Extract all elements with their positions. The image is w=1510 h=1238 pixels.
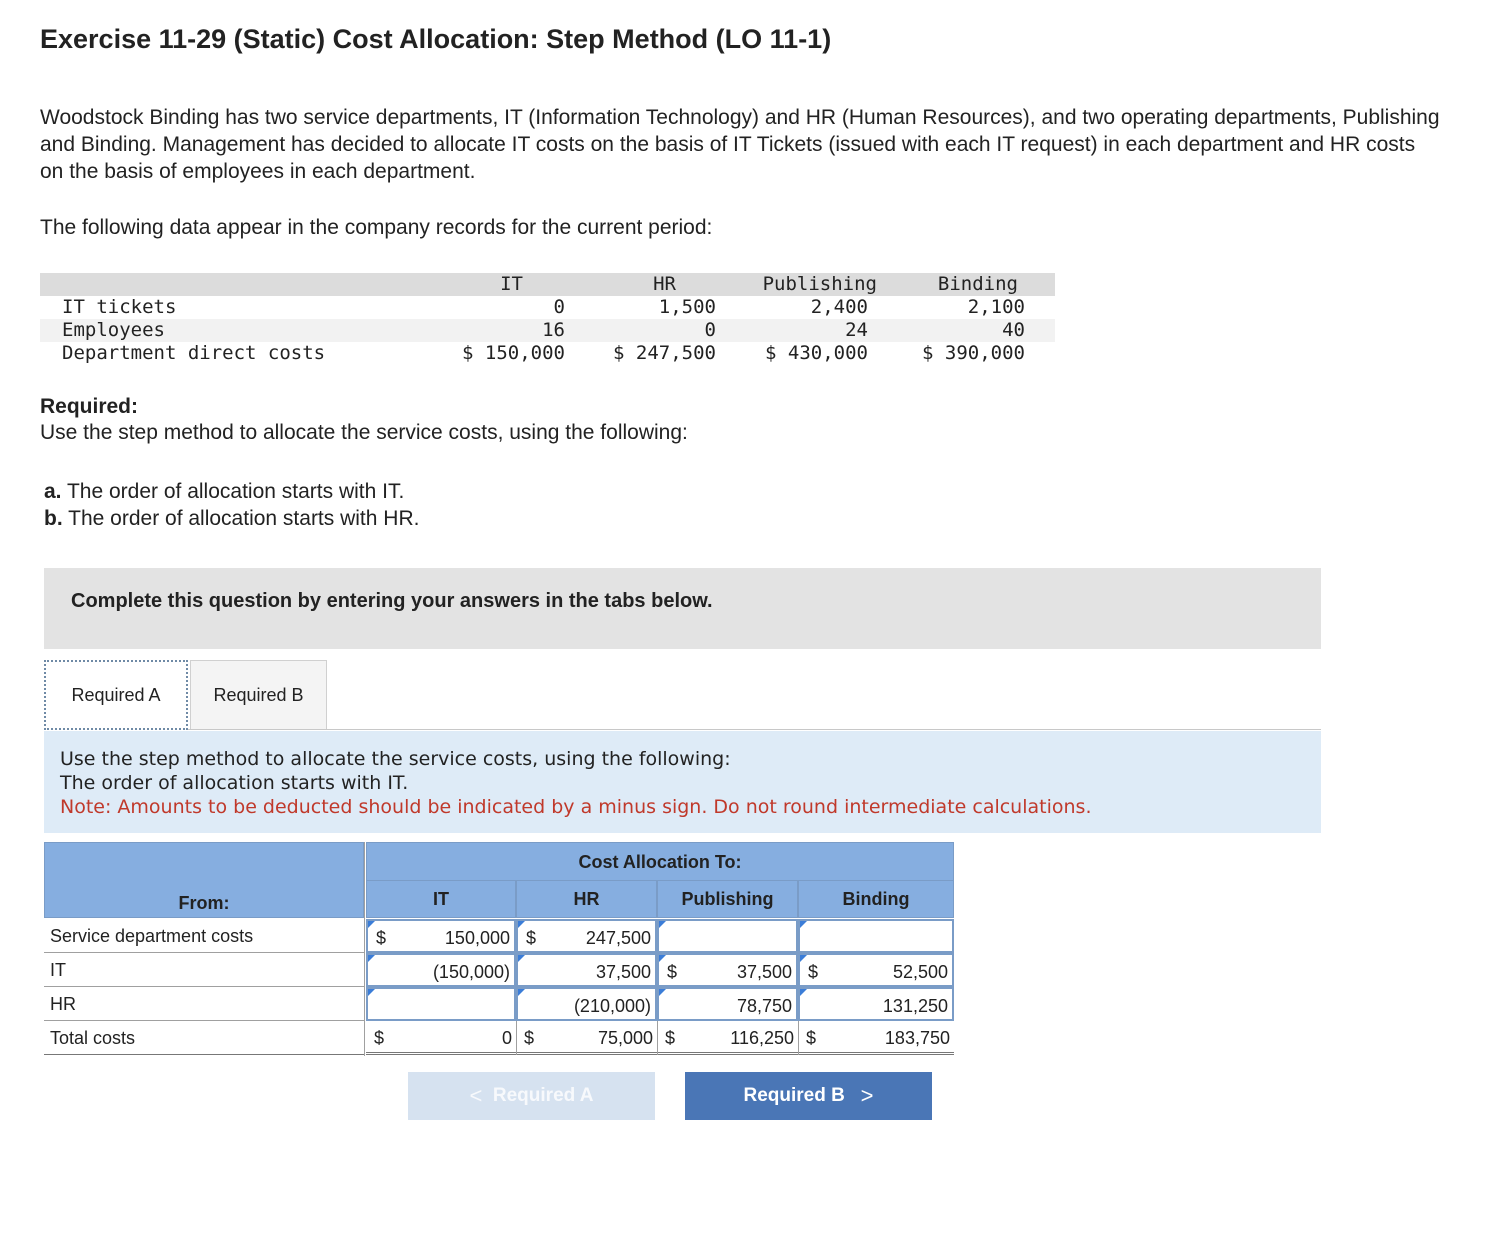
tab-required-a[interactable]: Required A [44,660,188,730]
cell-value: (210,000) [573,996,651,1016]
dollar-sign: $ [808,962,819,982]
row-label-it: IT [44,953,364,987]
dollar-sign: $ [526,928,537,948]
table-row [40,296,1055,319]
page-title: Exercise 11-29 (Static) Cost Allocation: Step Method (LO 11-1) [40,24,832,54]
value-hr: 1,500 [658,296,716,318]
required-heading: Required: [40,395,139,418]
cell-value: 116,250 [730,1028,794,1048]
next-button-label: Required B [743,1085,845,1106]
cell-value: 0 [501,1028,512,1048]
grid-divider [364,842,365,1056]
value-publishing: 24 [845,319,868,341]
cell-value: 52,500 [892,962,948,982]
value-it: 16 [542,319,565,341]
cell-value: 150,000 [444,928,510,948]
row-label: Department direct costs [62,342,326,364]
next-required-b-button[interactable] [685,1072,932,1120]
dollar-sign: $ [374,1028,385,1048]
part-b-text: The order of allocation starts with HR. [68,507,420,530]
total-it [366,1021,516,1055]
cell-value: 75,000 [597,1028,653,1048]
dollar-sign: $ [665,1028,676,1048]
input-it-publishing[interactable] [657,953,798,987]
required-text: Use the step method to allocate the service costs, using the following: [40,421,688,444]
column-header-binding: Binding [798,881,954,918]
cost-allocation-header: Cost Allocation To: [366,842,954,881]
part-a [44,478,419,505]
column-header-publishing: Publishing [657,881,798,918]
part-a-prefix: a. [44,480,62,503]
dollar-sign: $ [376,928,387,948]
header-hr: HR [653,273,676,295]
required-parts [44,478,419,532]
from-header [44,842,364,918]
cell-value: 131,250 [882,996,948,1016]
data-table-header [40,273,1055,296]
table-row [40,319,1055,342]
part-b-prefix: b. [44,507,63,530]
value-binding: 40 [1002,319,1025,341]
prev-required-a-button[interactable] [408,1072,655,1120]
cell-value: 247,500 [585,928,651,948]
input-it-hr[interactable] [516,953,657,987]
instruction-note: Note: Amounts to be deducted should be indicated by a minus sign. Do not round intermediate calculations. [60,796,1092,818]
part-a-text: The order of allocation starts with IT. [66,480,405,503]
row-label-service-costs: Service department costs [44,919,364,953]
value-hr: $ 247,500 [613,342,716,364]
prev-button-label: Required A [492,1085,594,1106]
header-publishing: Publishing [762,273,877,295]
dollar-sign: $ [806,1028,817,1048]
value-hr: 0 [704,319,716,341]
input-service-binding[interactable] [798,919,954,953]
instruction-line-2: The order of allocation starts with IT. [60,772,409,794]
row-label: IT tickets [62,296,177,318]
complete-prompt-box [44,568,1321,649]
value-publishing: $ 430,000 [765,342,868,364]
chevron-left-icon: < [469,1083,483,1108]
grid-divider [798,1021,799,1055]
table-row [40,342,1055,365]
part-b [44,505,419,532]
row-label: Employees [62,319,165,341]
input-it-it[interactable] [366,953,516,987]
header-binding: Binding [937,273,1018,295]
grid-divider [657,1021,658,1055]
column-header-it: IT [366,881,516,918]
records-lead: The following data appear in the company records for the current period: [40,216,713,239]
dollar-sign: $ [524,1028,535,1048]
row-label-total: Total costs [44,1021,364,1055]
cell-value: 37,500 [736,962,792,982]
dollar-sign: $ [667,962,678,982]
input-it-binding[interactable] [798,953,954,987]
input-hr-hr[interactable] [516,987,657,1021]
value-binding: 2,100 [967,296,1025,318]
intro-paragraph: Woodstock Binding has two service departments, IT (Information Technology) and HR (Human Resources), and two operating departments, Publishing and Binding. Management has decided to allocate IT costs on the basis of IT Tickets (issued with each IT request) in each department and HR costs on the basis of employees in each department. [40,106,1440,183]
input-service-it[interactable] [366,919,516,953]
value-it: $ 150,000 [462,342,565,364]
input-service-hr[interactable] [516,919,657,953]
input-hr-publishing[interactable] [657,987,798,1021]
tab-divider [188,729,1321,730]
input-service-publishing[interactable] [657,919,798,953]
total-publishing [657,1021,798,1055]
input-hr-binding[interactable] [798,987,954,1021]
total-hr [516,1021,657,1055]
input-hr-it[interactable] [366,987,516,1021]
cell-value: 78,750 [736,996,792,1016]
instructions-box [44,731,1321,833]
column-header-hr: HR [516,881,657,918]
total-binding [798,1021,954,1055]
value-publishing: 2,400 [810,296,868,318]
department-data-table [40,273,1055,365]
from-label: From: [178,893,230,913]
cell-value: (150,000) [432,962,510,982]
header-it: IT [500,273,523,295]
complete-prompt: Complete this question by entering your answers in the tabs below. [71,590,713,612]
value-binding: $ 390,000 [922,342,1025,364]
tab-required-b[interactable]: Required B [190,660,327,730]
row-label-hr: HR [44,987,364,1021]
instruction-line-1: Use the step method to allocate the service costs, using the following: [60,748,731,770]
grid-divider [516,1021,517,1055]
chevron-right-icon: > [860,1083,874,1108]
cell-value: 37,500 [595,962,651,982]
cell-value: 183,750 [884,1028,950,1048]
value-it: 0 [553,296,565,318]
